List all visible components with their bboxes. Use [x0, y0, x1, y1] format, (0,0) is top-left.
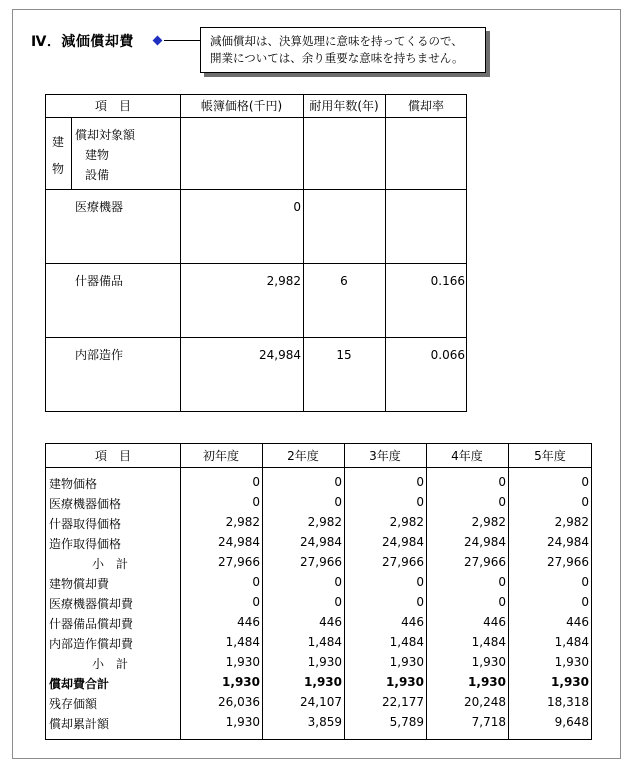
section-title: Ⅳ．減価償却費: [31, 34, 134, 50]
row-value-year-3: 2,982: [389, 515, 424, 529]
row-value-year-2: 0: [334, 475, 342, 489]
row-label: 償却累計額: [49, 717, 110, 731]
row-value-year-2: 0: [334, 595, 342, 609]
row-value-year-3: 0: [416, 595, 424, 609]
row-value-year-5: 1,930: [554, 655, 589, 669]
row-value-year-5: 1,484: [554, 635, 589, 649]
row-value-year-4: 7,718: [471, 715, 506, 729]
row-value-year-3: 446: [401, 615, 424, 629]
callout-note: [200, 27, 486, 73]
row-label: 内部造作: [75, 348, 124, 362]
row-label: 什器取得価格: [49, 517, 122, 531]
grid-line: [303, 95, 304, 411]
row-value-year-1: 1,930: [225, 715, 260, 729]
row-value-year-2: 24,984: [300, 535, 342, 549]
table-row: [46, 512, 591, 532]
row-value-year-4: 20,248: [464, 695, 506, 709]
row-value-year-5: 0: [581, 495, 589, 509]
row-value-year-1: 24,984: [218, 535, 260, 549]
row-book-value: 0: [293, 200, 301, 214]
row-value-year-1: 27,966: [218, 555, 260, 569]
row-book-value: 2,982: [266, 274, 301, 288]
row-value-year-4: 24,984: [464, 535, 506, 549]
row-value-year-2: 2,982: [307, 515, 342, 529]
row-value-year-2: 3,859: [307, 715, 342, 729]
row-value-year-3: 1,930: [389, 655, 424, 669]
row-value-year-3: 0: [416, 475, 424, 489]
row-value-year-1: 446: [237, 615, 260, 629]
row-value-year-4: 1,484: [471, 635, 506, 649]
row-value-year-4: 2,982: [471, 515, 506, 529]
row-value-year-5: 2,982: [554, 515, 589, 529]
header-book-value: 帳簿価格(千円): [200, 99, 283, 113]
row-value-year-3: 27,966: [382, 555, 424, 569]
row-value-year-4: 1,930: [471, 655, 506, 669]
table-row: [46, 532, 591, 552]
grid-line: [71, 118, 72, 189]
table-row: [46, 652, 591, 672]
row-value-year-2: 0: [334, 495, 342, 509]
depreciation-basis-table: [45, 94, 467, 412]
row-rate: 0.166: [430, 274, 465, 288]
row-value-year-3: 5,789: [389, 715, 424, 729]
row-label: 医療機器価格: [49, 497, 122, 511]
row-label: 内部造作償却費: [49, 637, 134, 651]
header-year-4: 4年度: [451, 449, 483, 463]
grid-line: [46, 467, 591, 468]
row-value-year-1: 1,930: [225, 655, 260, 669]
row-label: 小 計: [92, 657, 129, 671]
row-value-year-3: 22,177: [382, 695, 424, 709]
row-value-year-3: 24,984: [382, 535, 424, 549]
row-value-year-5: 0: [581, 595, 589, 609]
header-year-3: 3年度: [369, 449, 401, 463]
row-label: 残存価額: [49, 697, 98, 711]
row-value-year-2: 1,484: [307, 635, 342, 649]
group-label-bottom: 物: [52, 162, 65, 176]
callout-leader-line: [164, 40, 200, 41]
table-row: [46, 692, 591, 712]
row-value-year-4: 1,930: [468, 675, 506, 689]
table-row: [46, 472, 591, 492]
row-value-year-1: 0: [252, 595, 260, 609]
row-value-year-4: 0: [498, 595, 506, 609]
row-value-year-3: 0: [416, 575, 424, 589]
row-label: 造作取得価格: [49, 537, 122, 551]
row-value-year-2: 1,930: [304, 675, 342, 689]
header-item: 項 目: [94, 449, 131, 463]
header-year-1: 初年度: [202, 449, 239, 463]
row-years: 15: [336, 348, 352, 362]
row-value-year-5: 24,984: [547, 535, 589, 549]
row-value-year-1: 0: [252, 475, 260, 489]
row-value-year-1: 1,930: [222, 675, 260, 689]
row-label: 建物価格: [49, 477, 98, 491]
row-value-year-2: 27,966: [300, 555, 342, 569]
building-item: 償却対象額: [75, 128, 136, 142]
row-label: 償却費合計: [49, 677, 110, 691]
row-value-year-2: 0: [334, 575, 342, 589]
table-row: [46, 572, 591, 592]
grid-line: [46, 117, 466, 118]
row-value-year-1: 0: [252, 495, 260, 509]
row-value-year-1: 2,982: [225, 515, 260, 529]
row-value-year-2: 24,107: [300, 695, 342, 709]
row-value-year-4: 0: [498, 495, 506, 509]
row-value-year-1: 1,484: [225, 635, 260, 649]
row-value-year-1: 26,036: [218, 695, 260, 709]
table-row: [46, 712, 591, 732]
row-label: 小 計: [92, 557, 129, 571]
building-item: 建物: [85, 148, 110, 162]
grid-line: [46, 189, 466, 190]
row-value-year-3: 0: [416, 495, 424, 509]
row-value-year-4: 446: [483, 615, 506, 629]
row-value-year-5: 1,930: [551, 675, 589, 689]
header-year-2: 2年度: [287, 449, 319, 463]
row-label: 建物償却費: [49, 577, 110, 591]
grid-line: [46, 263, 466, 264]
row-value-year-4: 0: [498, 575, 506, 589]
table-row: [46, 612, 591, 632]
row-value-year-5: 0: [581, 575, 589, 589]
building-item: 設備: [85, 168, 110, 182]
table-row: [46, 632, 591, 652]
header-year-5: 5年度: [534, 449, 566, 463]
table-row: [46, 592, 591, 612]
row-value-year-5: 446: [566, 615, 589, 629]
row-value-year-1: 0: [252, 575, 260, 589]
depreciation-schedule-table: [45, 443, 592, 740]
row-value-year-5: 27,966: [547, 555, 589, 569]
header-item: 項 目: [94, 99, 131, 113]
row-value-year-2: 446: [319, 615, 342, 629]
row-value-year-3: 1,930: [386, 675, 424, 689]
table-row: [46, 672, 591, 692]
grid-line: [180, 95, 181, 411]
row-value-year-3: 1,484: [389, 635, 424, 649]
header-useful-life: 耐用年数(年): [309, 99, 379, 113]
row-value-year-5: 9,648: [554, 715, 589, 729]
row-value-year-5: 0: [581, 475, 589, 489]
table-row: [46, 552, 591, 572]
row-label: 什器備品償却費: [49, 617, 134, 631]
callout-line-1: 減価償却は、決算処理に意味を持ってくるので、: [210, 34, 463, 48]
table-row: [46, 492, 591, 512]
row-years: 6: [340, 274, 348, 288]
row-label: 医療機器償却費: [49, 597, 134, 611]
header-rate: 償却率: [407, 99, 444, 113]
row-book-value: 24,984: [259, 348, 301, 362]
callout-line-2: 開業については、余り重要な意味を持ちません。: [210, 51, 464, 65]
row-rate: 0.066: [430, 348, 465, 362]
row-value-year-4: 0: [498, 475, 506, 489]
grid-line: [385, 95, 386, 411]
row-value-year-5: 18,318: [547, 695, 589, 709]
row-label: 什器備品: [75, 274, 124, 288]
group-label-top: 建: [52, 135, 65, 149]
row-label: 医療機器: [75, 200, 124, 214]
row-value-year-4: 27,966: [464, 555, 506, 569]
grid-line: [46, 337, 466, 338]
row-value-year-2: 1,930: [307, 655, 342, 669]
